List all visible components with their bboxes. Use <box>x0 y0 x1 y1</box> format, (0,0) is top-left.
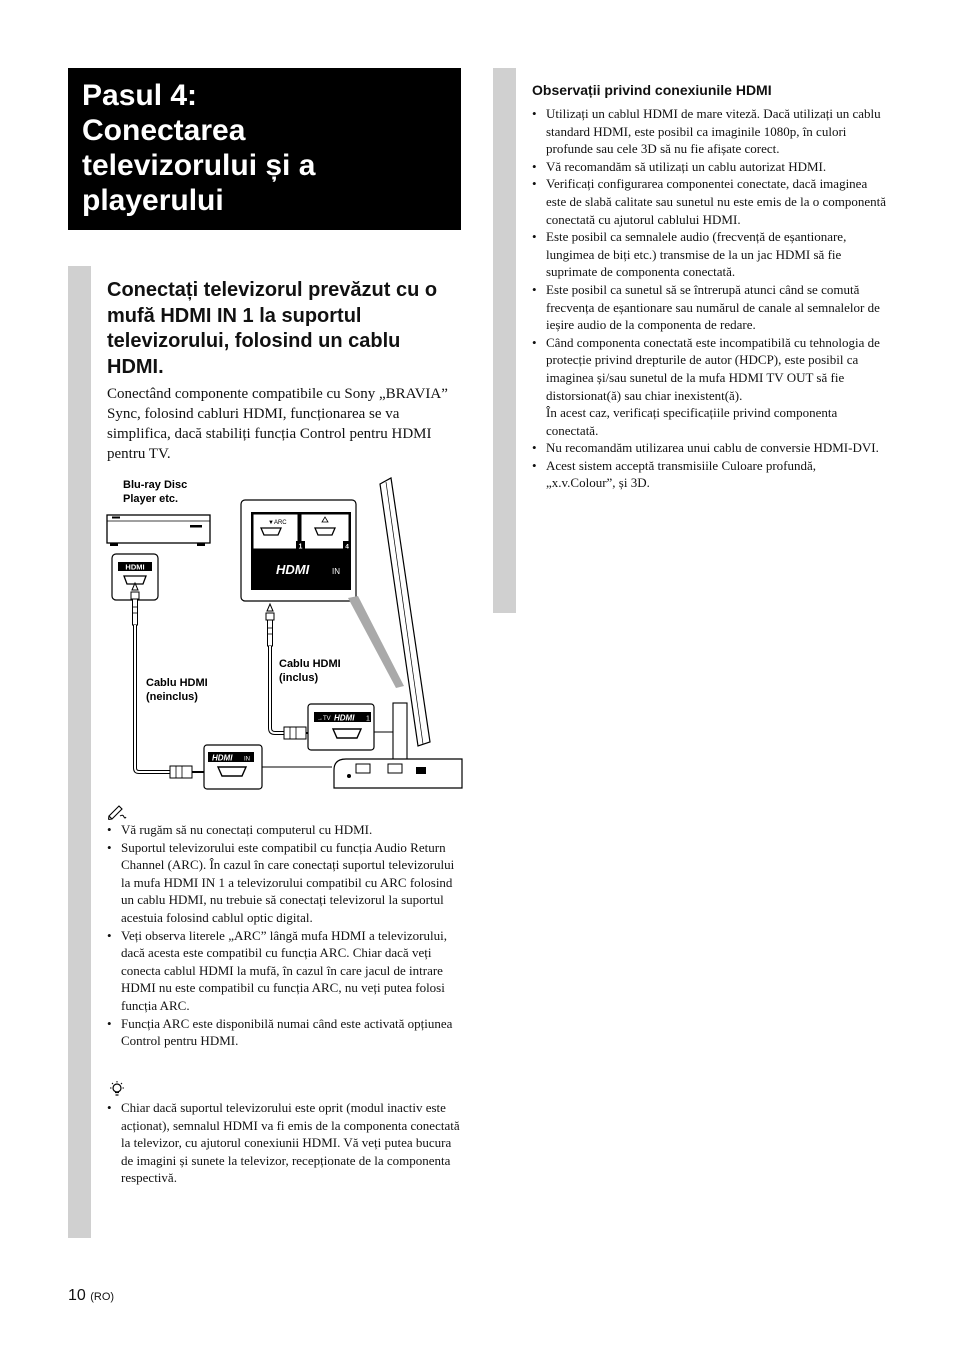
cable-right-line-2: (inclus) <box>279 672 319 684</box>
title-line-3: televizorului și a <box>82 149 316 182</box>
hdmi-note-item: • Acest sistem acceptă transmisiile Culoare profundă, „x.v.Colour”, și 3D. <box>532 457 888 492</box>
page-language: (RO) <box>90 1291 115 1303</box>
cable-left-line-2: (neinclus) <box>146 691 198 703</box>
tv-hdmi-in-panel-icon <box>241 500 356 601</box>
step-body: Conectând componente compatibile cu Sony „BRAVIA” Sync, folosind cabluri HDMI, funcționarea se va simplifica, dacă stabiliți funcția Control pentru HDMI pentru TV. <box>107 386 448 462</box>
arc-label: ▼ARC <box>268 520 287 526</box>
notes-list <box>107 821 461 1050</box>
hdmi-note-item: • Este posibil ca sunetul să se întrerupă atunci când se comută frecvența de eșantionare sau numărul de canale al semnalelor de ieșire audio de la componenta de redare. <box>532 281 888 334</box>
stand-out-port-number: 1 <box>366 715 370 723</box>
hdmi-note-item: • Utilizați un cablul HDMI de mare viteză. Dacă utilizați un cablu standard HDMI, este posibil ca imaginile 1080p, în culori profunde sau cele 3D să nu fie afișate corect. <box>532 105 888 158</box>
hdmi-notes-list <box>532 105 888 492</box>
title-line-1: Pasul 4: <box>82 79 198 112</box>
tv-hdmi-in-label: IN <box>332 567 340 576</box>
tv-stand-base-icon <box>334 759 462 788</box>
title-block <box>68 68 461 230</box>
hdmi-note-item: • Verificați configurarea componentei conectate, dacă imaginea este de slabă calitate sau sunetul nu este emis de la o componentă conectată cu ajutorul cablului HDMI. <box>532 175 888 228</box>
player-label-line-1: Blu-ray Disc <box>123 479 188 491</box>
tips-list <box>107 1099 461 1187</box>
page-title <box>82 78 447 218</box>
cable-not-included-label <box>146 676 208 704</box>
stand-in-label: IN <box>244 756 250 763</box>
hdmi-note-item: • Nu recomandăm utilizarea unui cablu de conversie HDMI-DVI. <box>532 439 888 457</box>
note-item: • Funcția ARC este disponibilă numai când este activată opțiunea Control pentru HDMI. <box>107 1015 461 1050</box>
hdmi-note-item: • Vă recomandăm să utilizați un cablu autorizat HDMI. <box>532 158 888 176</box>
lightbulb-tip-icon <box>107 1080 127 1098</box>
stand-hdmi-in-panel-icon <box>204 745 332 789</box>
page-number-value: 10 <box>68 1287 86 1304</box>
stand-tv-out-panel-icon <box>308 704 393 750</box>
player-label-line-2: Player etc. <box>123 493 179 505</box>
cable-included-label <box>279 657 341 685</box>
player-label <box>123 478 187 506</box>
left-section-bar <box>68 266 91 1238</box>
player-hdmi-logo: HDMI <box>125 562 145 572</box>
note-item: • Veți observa literele „ARC” lângă mufa HDMI a televizorului, dacă acesta este compatibil cu funcția ARC. Chiar dacă veți conecta cablul HDMI la mufă, în cazul în care jacul de intrare HDMI nu este compatibil cu funcția ARC, nu veți putea folosi funcția ARC. <box>107 927 461 1015</box>
note-item: • Suportul televizorului este compatibil cu funcția Audio Return Channel (ARC). În cazul în care conectați suportul televizorului la mufa HDMI IN 1 a televizorului compatibil cu ARC folosind un cablu HDMI, nu trebuie să conectați televizorul la suportul acestuia folosind cablul optic digital. <box>107 839 461 927</box>
note-item: • Vă rugăm să nu conectați computerul cu HDMI. <box>107 821 461 839</box>
page-number <box>68 1286 114 1307</box>
bluray-player-icon <box>107 515 210 546</box>
hdmi-notes-heading: Observații privind conexiunile HDMI <box>532 82 772 98</box>
tv-hdmi-logo: HDMI <box>276 562 310 577</box>
title-line-4: playerului <box>82 184 224 217</box>
to-tv-label: →TV <box>317 716 331 722</box>
pencil-note-icon <box>107 803 127 821</box>
tip-item: • Chiar dacă suportul televizorului este oprit (modul inactiv este acționat), semnalul HDMI va fi emis de la componenta conectată la televizor, cu ajutorul conexiunii HDMI. Vă veți putea bucura de imagini și sunete la televizor, recepționate de la componenta respectivă. <box>107 1099 461 1187</box>
stand-in-hdmi-logo: HDMI <box>212 753 233 763</box>
cable-right-line-1: Cablu HDMI <box>279 658 341 670</box>
title-line-2: Conectarea <box>82 114 246 147</box>
port-number-1: 1 <box>298 543 303 551</box>
right-section-bar <box>493 68 516 613</box>
cable-left-line-1: Cablu HDMI <box>146 677 208 689</box>
panel-leader-wedge <box>348 596 404 688</box>
hdmi-note-item: • Când componenta conectată este incompatibilă cu tehnologia de protecție privind drepturile de autor (HDCP), este posibil ca imaginea și/sau sunetul de la mufa HDMI TV OUT să fie distorsionat(ă) sau chiar inexistent(ă). În acest caz, verificați specificațiile privind componenta conectată. <box>532 334 888 440</box>
tv-side-profile-icon <box>380 478 430 775</box>
port-number-4: 4 <box>345 543 349 551</box>
step-heading: Conectați televizorul prevăzut cu o mufă HDMI IN 1 la suportul televizorului, folosind un cablu HDMI. <box>107 279 438 378</box>
hdmi-note-item: • Este posibil ca semnalele audio (frecvență de eșantionare, lungimea de biți etc.) transmise de la un jac HDMI să fie suprimate de componenta conectată. <box>532 228 888 281</box>
connection-diagram-drawing <box>100 470 465 800</box>
stand-out-hdmi-logo: HDMI <box>334 713 355 723</box>
connection-diagram <box>100 470 465 800</box>
